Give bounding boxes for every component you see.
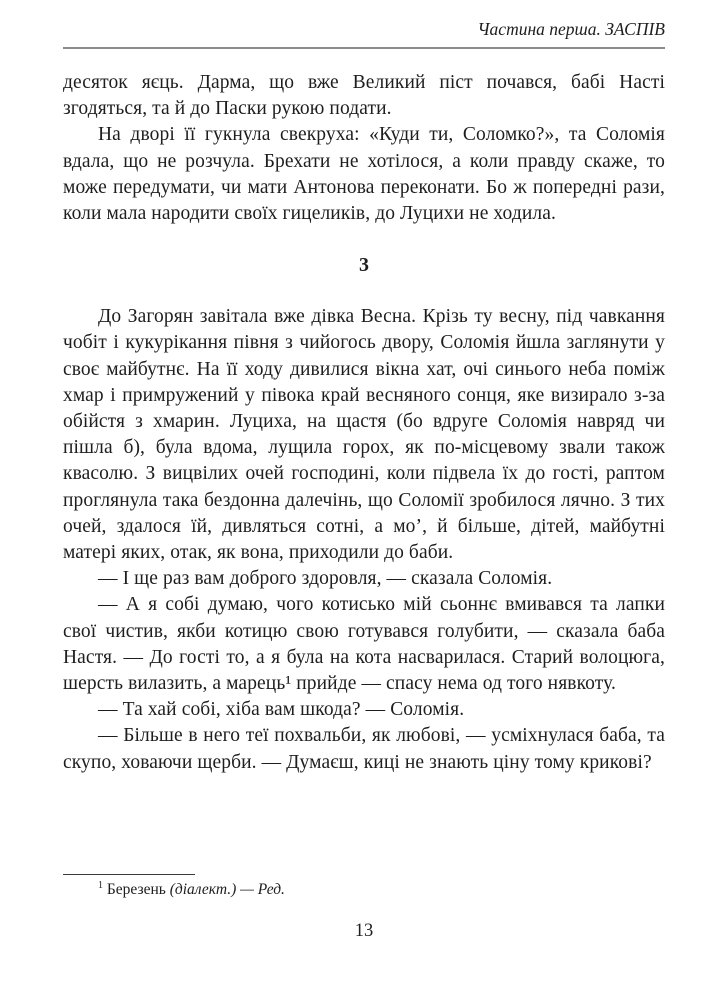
paragraph: На дворі її гукнула свекруха: «Куди ти, Соломко?», та Соломія вдала, що не розчула. Брехати не хотілося, а коли правду скаже, то може передумати, чи мати Антонова переконати. Бо ж попередні рази, коли мала народити своїх гицеликів, до Луцихи не ходила. bbox=[63, 124, 665, 225]
footnote-term: Березень bbox=[106, 881, 170, 898]
body-text bbox=[63, 70, 665, 776]
footnote-block bbox=[63, 874, 665, 900]
footnote bbox=[63, 880, 665, 900]
dialogue-line: — А я собі думаю, чого котисько мій сьоннє вмивався та лапки свої чистив, якби котицю свою готувався голубити, — сказала баба Настя. — До гості то, а я була на кота насварилася. Старий волоцюга, шерсть вилазить, а марець¹ прийде — спасу нема од того нявкоту. bbox=[63, 594, 665, 695]
page-number: 13 bbox=[354, 921, 374, 941]
paragraph: До Загорян завітала вже дівка Весна. Крізь ту весну, під чавкання чобіт і кукурікання півня з чийогось двору, Соломія йшла заглянути у своє майбутнє. На її ходу дивилися вікна хат, очі синього неба поміж хмар і примружений у півока край весняного сонця, яке визирало з-за обійстя з хмарин. Луциха, на щастя (бо вдруге Соломія навряд чи пішла б), була вдома, лущила горох, як по-місцевому звали також квасолю. З вицвілих очей господині, коли підвела їх до гості, раптом проглянула така бездонна далечінь, що Соломії зробилося лячно. З тих очей, здалося їй, дивляться сотні, а мо’, й більше, дітей, майбутні матері яких, отак, як вона, приходили до баби. bbox=[63, 306, 665, 564]
footnote-separator bbox=[63, 874, 195, 875]
running-header: Частина перша. ЗАСПІВ bbox=[477, 19, 665, 39]
section-number: 3 bbox=[359, 254, 369, 277]
paragraph-continuation: десяток яєць. Дарма, що вже Великий піст почався, бабі Насті згодяться, та й до Паски рукою подати. bbox=[63, 72, 665, 120]
footnote-marker: 1 bbox=[98, 879, 103, 891]
header-rule bbox=[63, 47, 665, 49]
dialogue-line: — Більше в него теї похвальби, як любові, — усміхнулася баба, та скупо, ховаючи щерби. — Думаєш, киці не знають ціну тому крикові? bbox=[63, 725, 665, 773]
footnote-annotation: (діалект.) — Ред. bbox=[169, 881, 285, 898]
dialogue-line: — І ще раз вам доброго здоровля, — сказала Соломія. bbox=[98, 568, 553, 590]
dialogue-line: — Та хай собі, хіба вам шкода? — Соломія. bbox=[98, 699, 465, 721]
